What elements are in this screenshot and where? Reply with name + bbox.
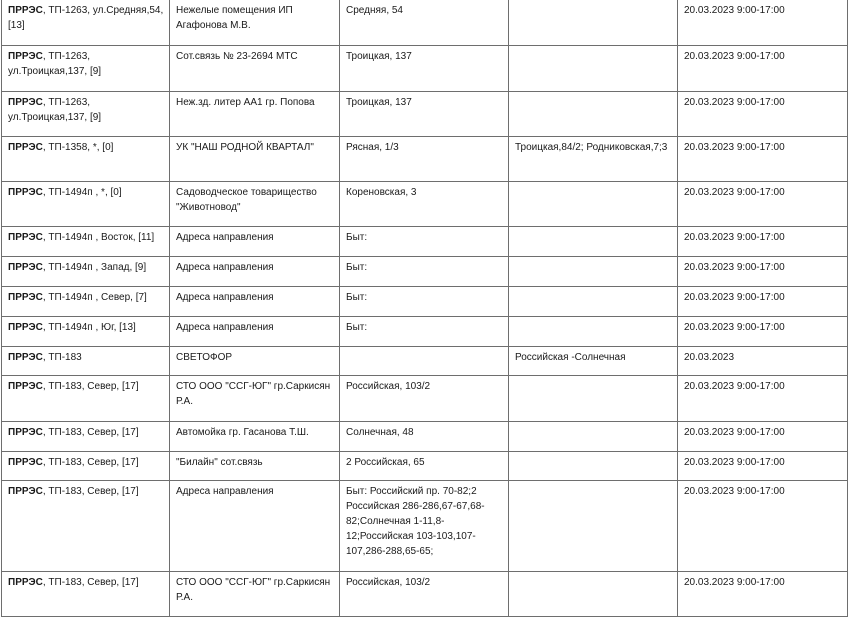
area-cell bbox=[509, 91, 678, 136]
time-cell: 20.03.2023 9:00-17:00 bbox=[678, 375, 848, 421]
feeder-label: , ТП-183, Север, [17] bbox=[42, 485, 139, 497]
area-cell: Троицкая,84/2; Родниковская,7;3 bbox=[509, 136, 678, 181]
feeder-cell bbox=[2, 91, 170, 136]
address-cell: Солнечная, 48 bbox=[340, 421, 509, 451]
feeder-label: , ТП-1494п , Север, [7] bbox=[42, 291, 147, 303]
area-cell: Российская -Солнечная bbox=[509, 346, 678, 375]
table-row bbox=[2, 480, 848, 571]
consumer-cell: Адреса направления bbox=[170, 256, 340, 286]
address-cell: Кореновская, 3 bbox=[340, 181, 509, 226]
table-row bbox=[2, 226, 848, 256]
org-name: ПРРЭС bbox=[8, 576, 43, 588]
feeder-label: , ТП-1494п , Запад, [9] bbox=[42, 261, 147, 273]
feeder-label: , ТП-183, Север, [17] bbox=[42, 456, 139, 468]
table-row bbox=[2, 181, 848, 226]
consumer-cell: Нежелые помещения ИП Агафонова М.В. bbox=[170, 0, 340, 45]
feeder-label: , ТП-1263, ул.Средняя,54, [13] bbox=[8, 5, 164, 31]
org-name: ПРРЭС bbox=[8, 261, 43, 273]
time-cell: 20.03.2023 9:00-17:00 bbox=[678, 421, 848, 451]
table-row bbox=[2, 421, 848, 451]
time-cell: 20.03.2023 9:00-17:00 bbox=[678, 181, 848, 226]
table-row bbox=[2, 256, 848, 286]
org-name: ПРРЭС bbox=[8, 291, 43, 303]
feeder-cell bbox=[2, 45, 170, 91]
table-row bbox=[2, 316, 848, 346]
consumer-cell: Сот.связь № 23-2694 МТС bbox=[170, 45, 340, 91]
feeder-cell bbox=[2, 286, 170, 316]
time-cell: 20.03.2023 9:00-17:00 bbox=[678, 136, 848, 181]
feeder-label: , ТП-1494п , Восток, [11] bbox=[42, 231, 155, 243]
feeder-cell bbox=[2, 480, 170, 571]
time-cell: 20.03.2023 9:00-17:00 bbox=[678, 480, 848, 571]
time-cell: 20.03.2023 9:00-17:00 bbox=[678, 226, 848, 256]
consumer-cell: СТО ООО "ССГ-ЮГ" гр.Саркисян Р.А. bbox=[170, 375, 340, 421]
table-row bbox=[2, 346, 848, 375]
area-cell bbox=[509, 181, 678, 226]
feeder-label: , ТП-183 bbox=[42, 351, 82, 363]
address-cell: Быт: bbox=[340, 256, 509, 286]
address-cell: Российская, 103/2 bbox=[340, 375, 509, 421]
feeder-label: , ТП-183, Север, [17] bbox=[42, 426, 139, 438]
feeder-label: , ТП-1494п , Юг, [13] bbox=[42, 321, 136, 333]
area-cell bbox=[509, 375, 678, 421]
feeder-cell bbox=[2, 226, 170, 256]
feeder-cell bbox=[2, 375, 170, 421]
time-cell: 20.03.2023 9:00-17:00 bbox=[678, 0, 848, 45]
consumer-cell: Адреса направления bbox=[170, 286, 340, 316]
time-cell: 20.03.2023 9:00-17:00 bbox=[678, 286, 848, 316]
area-cell bbox=[509, 571, 678, 616]
org-name: ПРРЭС bbox=[8, 380, 43, 392]
feeder-cell bbox=[2, 451, 170, 480]
consumer-cell: Садоводческое товарищество "Животновод" bbox=[170, 181, 340, 226]
org-name: ПРРЭС bbox=[8, 456, 43, 468]
area-cell bbox=[509, 286, 678, 316]
address-cell: 2 Российская, 65 bbox=[340, 451, 509, 480]
address-cell: Быт: bbox=[340, 316, 509, 346]
feeder-label: , ТП-1263, ул.Троицкая,137, [9] bbox=[8, 50, 102, 77]
feeder-cell bbox=[2, 256, 170, 286]
org-name: ПРРЭС bbox=[8, 426, 43, 438]
consumer-cell: СТО ООО "ССГ-ЮГ" гр.Саркисян Р.А. bbox=[170, 571, 340, 616]
address-cell: Рясная, 1/3 bbox=[340, 136, 509, 181]
consumer-cell: Адреса направления bbox=[170, 226, 340, 256]
org-name: ПРРЭС bbox=[8, 231, 43, 243]
feeder-label: , ТП-1263, ул.Троицкая,137, [9] bbox=[8, 96, 102, 123]
address-cell: Быт: bbox=[340, 226, 509, 256]
area-cell bbox=[509, 256, 678, 286]
table-row bbox=[2, 571, 848, 616]
consumer-cell: Автомойка гр. Гасанова Т.Ш. bbox=[170, 421, 340, 451]
area-cell bbox=[509, 226, 678, 256]
feeder-cell bbox=[2, 316, 170, 346]
consumer-cell: Неж.зд. литер АА1 гр. Попова bbox=[170, 91, 340, 136]
feeder-label: , ТП-183, Север, [17] bbox=[42, 576, 139, 588]
consumer-cell: УК "НАШ РОДНОЙ КВАРТАЛ" bbox=[170, 136, 340, 181]
time-cell: 20.03.2023 9:00-17:00 bbox=[678, 451, 848, 480]
time-cell: 20.03.2023 9:00-17:00 bbox=[678, 571, 848, 616]
feeder-cell bbox=[2, 0, 170, 45]
address-cell: Средняя, 54 bbox=[340, 0, 509, 45]
time-cell: 20.03.2023 9:00-17:00 bbox=[678, 45, 848, 91]
table-row bbox=[2, 45, 848, 91]
consumer-cell: "Билайн" сот.связь bbox=[170, 451, 340, 480]
org-name: ПРРЭС bbox=[8, 186, 43, 198]
org-name: ПРРЭС bbox=[8, 5, 43, 16]
table-row bbox=[2, 375, 848, 421]
time-cell: 20.03.2023 bbox=[678, 346, 848, 375]
table-row bbox=[2, 0, 848, 45]
area-cell bbox=[509, 0, 678, 45]
table-row bbox=[2, 286, 848, 316]
area-cell bbox=[509, 421, 678, 451]
time-cell: 20.03.2023 9:00-17:00 bbox=[678, 316, 848, 346]
feeder-cell bbox=[2, 136, 170, 181]
org-name: ПРРЭС bbox=[8, 141, 43, 153]
org-name: ПРРЭС bbox=[8, 50, 43, 62]
outage-schedule-table bbox=[1, 0, 848, 617]
area-cell bbox=[509, 451, 678, 480]
address-cell bbox=[340, 346, 509, 375]
time-cell: 20.03.2023 9:00-17:00 bbox=[678, 91, 848, 136]
time-cell: 20.03.2023 9:00-17:00 bbox=[678, 256, 848, 286]
feeder-label: , ТП-1358, *, [0] bbox=[42, 141, 114, 153]
table-row bbox=[2, 91, 848, 136]
org-name: ПРРЭС bbox=[8, 351, 43, 363]
org-name: ПРРЭС bbox=[8, 485, 43, 497]
feeder-label: , ТП-183, Север, [17] bbox=[42, 380, 139, 392]
feeder-label: , ТП-1494п , *, [0] bbox=[42, 186, 122, 198]
consumer-cell: СВЕТОФОР bbox=[170, 346, 340, 375]
org-name: ПРРЭС bbox=[8, 321, 43, 333]
consumer-cell: Адреса направления bbox=[170, 480, 340, 571]
address-cell: Российская, 103/2 bbox=[340, 571, 509, 616]
consumer-cell: Адреса направления bbox=[170, 316, 340, 346]
org-name: ПРРЭС bbox=[8, 96, 43, 108]
address-cell: Троицкая, 137 bbox=[340, 91, 509, 136]
table-row bbox=[2, 136, 848, 181]
feeder-cell bbox=[2, 181, 170, 226]
address-cell: Троицкая, 137 bbox=[340, 45, 509, 91]
address-cell: Быт: Российский пр. 70-82;2 Российская 286-286,67-67,68-82;Солнечная 1-11,8-12;Российская 103-103,107-107,286-288,65-65; bbox=[340, 480, 509, 571]
feeder-cell bbox=[2, 346, 170, 375]
table-row bbox=[2, 451, 848, 480]
area-cell bbox=[509, 45, 678, 91]
area-cell bbox=[509, 316, 678, 346]
feeder-cell bbox=[2, 421, 170, 451]
feeder-cell bbox=[2, 571, 170, 616]
area-cell bbox=[509, 480, 678, 571]
address-cell: Быт: bbox=[340, 286, 509, 316]
